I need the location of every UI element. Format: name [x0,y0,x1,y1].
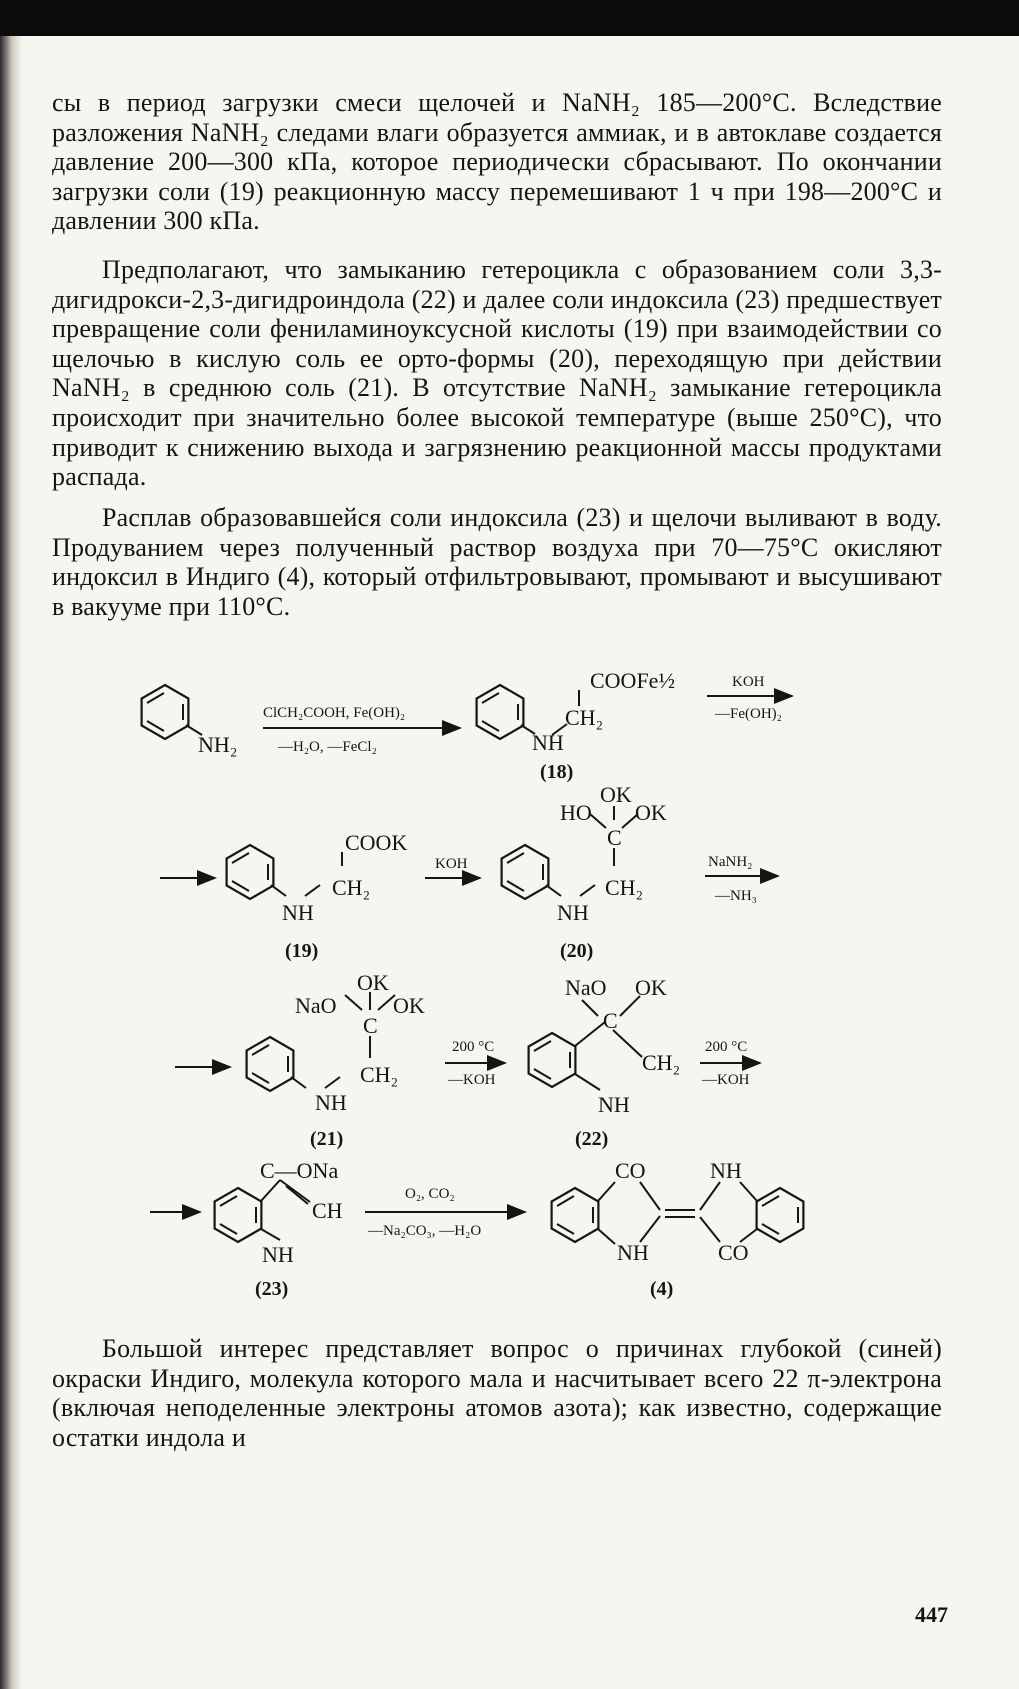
ch2-18: CH₂ [565,705,604,730]
cond-4-bottom: —NH₃ [715,888,757,904]
cond-6-top: 200 °C [705,1039,748,1055]
cond-3-top: KOH [435,856,468,872]
nh-18: NH [532,730,564,755]
ho-20: HO [560,800,592,825]
cond-1-top: ClCH₂COOH, Fe(OH)₂ [263,705,406,721]
nao-21: NaO [295,993,337,1018]
cond-1-bottom: —H₂O, —FeCl₂ [278,739,377,755]
nh-20: NH [557,900,589,925]
label-23: (23) [255,1278,289,1300]
cond-6-bottom: —KOH [702,1072,750,1088]
compound-21-ring [247,1037,294,1091]
ch-23: CH [312,1198,343,1223]
ok-right-20: OK [635,800,667,825]
indigo-co-top: CO [615,1158,646,1183]
ok-right-21: OK [393,993,425,1018]
scan-left-edge [0,36,22,1689]
cond-5-top: 200 °C [452,1039,495,1055]
reaction-scheme [120,668,900,1320]
scan-top-border [0,0,1019,36]
label-18: (18) [540,761,574,783]
cond-7-bottom: —Na₂CO₃, —H₂O [368,1223,482,1239]
cond-7-top: O₂, CO₂ [405,1186,455,1202]
nh-23: NH [262,1242,294,1267]
cond-2-bottom: —Fe(OH)₂ [715,706,782,722]
paragraph-2-text: Предполагают, что замыканию гетероцикла с образованием соли 3,3-дигидрокси-2,3-дигидроиндола (22) и далее соли индоксила (23) предшествует превращение соли фениламиноуксусной кислоты (19) при взаимодействии со щелочью в кислую соль ее орто-формы (20), переходящую при действии NaNH₂ в среднюю соль (21). В отсутствие NaNH₂ замыкание гетероцикла происходит при значительно более высокой температуре (выше 250°C), что приводит к снижению выхода и загрязнению реакционной массы продуктами распада. [52,255,942,492]
compound-20-ring [502,845,549,899]
page-number: 447 [915,1602,948,1627]
label-22: (22) [575,1128,609,1150]
paragraph-2 [52,255,942,492]
paragraph-3 [52,503,942,621]
label-20: (20) [560,940,594,962]
cook-label: COOK [345,830,408,855]
nh-19: NH [282,900,314,925]
ch2-19: CH₂ [332,875,371,900]
indigo-nh-bottom: NH [617,1240,649,1265]
aniline-nh2: NH₂ [198,732,238,757]
cond-4-top: NaNH₂ [708,854,753,870]
paragraph-3-text: Расплав образовавшейся соли индоксила (23) и щелочи выливают в воду. Продуванием через полученный раствор воздуха при 70—75°C окисляют индоксил в Индиго (4), который отфильтровывают, промывают и высушивают в вакууме при 110°C. [52,503,942,621]
compound-23-ring [215,1188,262,1242]
cond-5-bottom: —KOH [448,1072,496,1088]
label-4: (4) [650,1278,674,1300]
compound-18-ring [477,685,524,739]
compound-22-ring [529,1033,576,1087]
nao-22: NaO [565,975,607,1000]
ok-top-20: OK [600,782,632,807]
label-19: (19) [285,940,319,962]
ok-top-21: OK [357,970,389,995]
cooFe-label: COOFe½ [590,668,675,693]
ok-22: OK [635,975,667,1000]
cond-2-top: KOH [732,674,765,690]
nh-22: NH [598,1092,630,1117]
ch2-22: CH₂ [642,1050,681,1075]
cona-label: C—ONa [260,1158,339,1183]
ch2-21: CH₂ [360,1062,399,1087]
paragraph-4-text: Большой интерес представляет вопрос о причинах глубокой (синей) окраски Индиго, молекула которого мала и насчитывает всего 22 π-электрона (включая неподеленные электроны атомов азота); как известно, содержащие остатки индола и [52,1334,942,1452]
c-22: C [603,1008,618,1033]
paragraph-1: сы в период загрузки смеси щелочей и NaNH₂ 185—200°C. Вследствие разложения NaNH₂ следами влаги образуется аммиак, и в автоклаве создается давление 200—300 кПа, которое периодически сбрасывают. По окончании загрузки соли (19) реакционную массу перемешивают 1 ч при 198—200°C и давлении 300 кПа. [52,88,942,236]
aniline-ring [142,685,189,739]
indigo-nh-top: NH [710,1158,742,1183]
ch2-20: CH₂ [605,875,644,900]
indigo-ring-left [552,1188,599,1242]
compound-19-ring [227,845,274,899]
c-20: C [607,825,622,850]
label-21: (21) [310,1128,344,1150]
indigo-ring-right [757,1188,804,1242]
c-21: C [363,1013,378,1038]
paragraph-4 [52,1334,942,1452]
indigo-co-bottom: CO [718,1240,749,1265]
nh-21: NH [315,1090,347,1115]
